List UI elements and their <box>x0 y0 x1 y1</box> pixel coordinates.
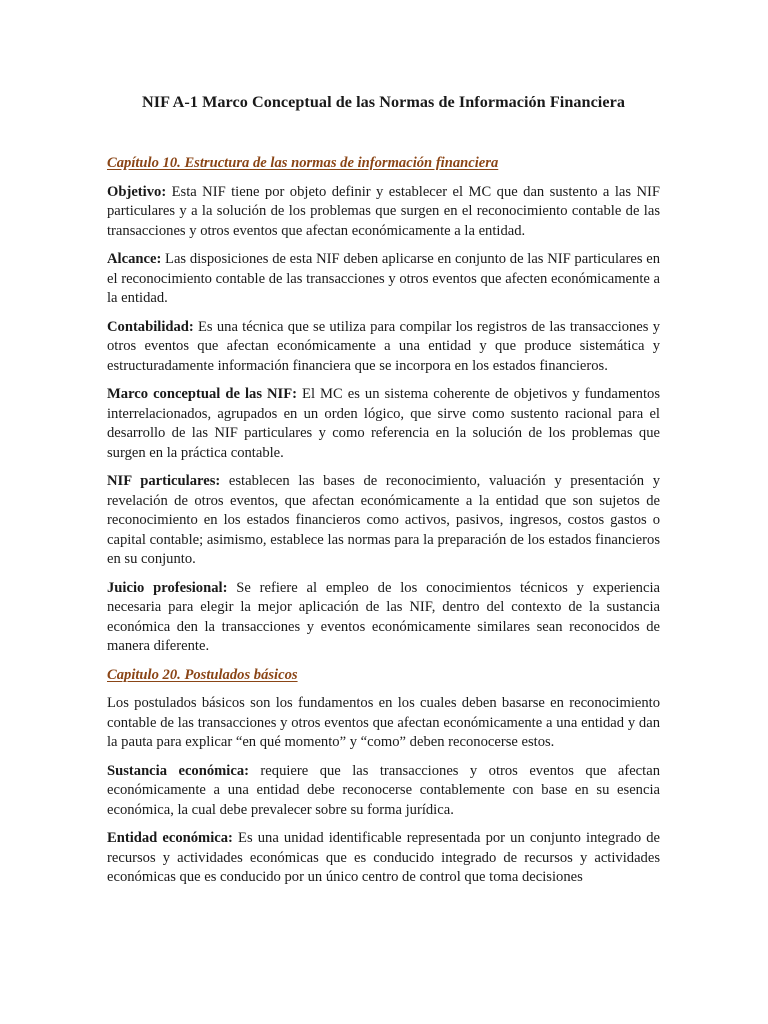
paragraph-text: Se refiere al empleo de los conocimientos técnicos y experiencia necesaria para elegir la mejor aplicación de las NIF, dentro del contexto de la sustancia económica den la transacciones y eventos económicamente similares sean reconocidos de manera diferente. <box>107 579 660 654</box>
paragraph-text: El MC es un sistema coherente de objetivos y fundamentos interrelacionados, agrupados en un orden lógico, que sirve como sustento racional para el desarrollo de las NIF particulares y como referencia en la solución de los problemas que surgen en la práctica contable. <box>107 386 660 461</box>
term-label: Contabilidad: <box>107 318 194 335</box>
paragraph-postulados-intro: Los postulados básicos son los fundamentos en los cuales deben basarse en reconocimiento contable de las transacciones y otros eventos que afectan económicamente a una entidad y dan la pauta para explicar “en qué momento” y “como” deben reconocerse estos. <box>107 695 660 750</box>
paragraph-text: Esta NIF tiene por objeto definir y establecer el MC que dan sustento a las NIF particulares y a la solución de los problemas que surgen en el reconocimiento contable de las transacciones y otros eventos que afectan económicamente a la entidad. <box>107 183 660 239</box>
term-label: Juicio profesional: <box>107 579 228 596</box>
paragraph-text: requiere que las transacciones y otros eventos que afectan económicamente a una entidad debe reconocerse contablemente con base en su esencia económica, la cual debe prevalecer sobre su forma jurídica. <box>107 762 660 818</box>
document-title: NIF A-1 Marco Conceptual de las Normas de Información Financiera <box>142 93 625 111</box>
paragraph-juicio-profesional <box>107 579 660 657</box>
term-label: Alcance: <box>107 251 162 267</box>
term-label: Objetivo: <box>107 183 167 200</box>
paragraph-nif-particulares <box>107 472 660 570</box>
paragraph-sustancia-economica <box>107 762 660 821</box>
paragraph-entidad-economica <box>107 829 660 888</box>
paragraph-text: Es una unidad identificable representada por un conjunto integrado de recursos y actividades económicas que es conducido integrado de recursos y actividades económicas que es conducido por un único centro de control que toma decisiones <box>107 830 661 885</box>
term-label: Entidad económica: <box>107 830 233 846</box>
term-label: NIF particulares: <box>107 473 221 489</box>
paragraph-objetivo <box>107 183 660 242</box>
chapter-10-heading: Capítulo 10. Estructura de las normas de información financiera <box>107 155 499 171</box>
paragraph-text: Es una técnica que se utiliza para compilar los registros de las transacciones y otros eventos que afectan económicamente a una entidad y que produce sistemática y estructuradamente información financiera que se incorpora en los estados financieros. <box>107 318 660 374</box>
paragraph-marco-conceptual <box>107 385 660 463</box>
paragraph-text: Las disposiciones de esta NIF deben aplicarse en conjunto de las NIF particulares en el reconocimiento contable de las transacciones y otros eventos que afecten económicamente a la entidad. <box>107 251 660 306</box>
paragraph-contabilidad <box>107 318 660 377</box>
paragraph-text: establecen las bases de reconocimiento, valuación y presentación y revelación de otros eventos, que afectan económicamente a la entidad que son sujetos de reconocimiento en los estados financieros como activos, pasivos, ingresos, costos gastos o capital contable; asimismo, establece las normas para la preparación de los estados financieros en su conjunto. <box>107 473 660 567</box>
paragraph-alcance <box>107 250 660 309</box>
term-label: Marco conceptual de las NIF: <box>107 386 298 402</box>
chapter-20-heading: Capitulo 20. Postulados básicos <box>107 666 298 683</box>
term-label: Sustancia económica: <box>107 762 249 779</box>
document-page <box>107 90 660 897</box>
